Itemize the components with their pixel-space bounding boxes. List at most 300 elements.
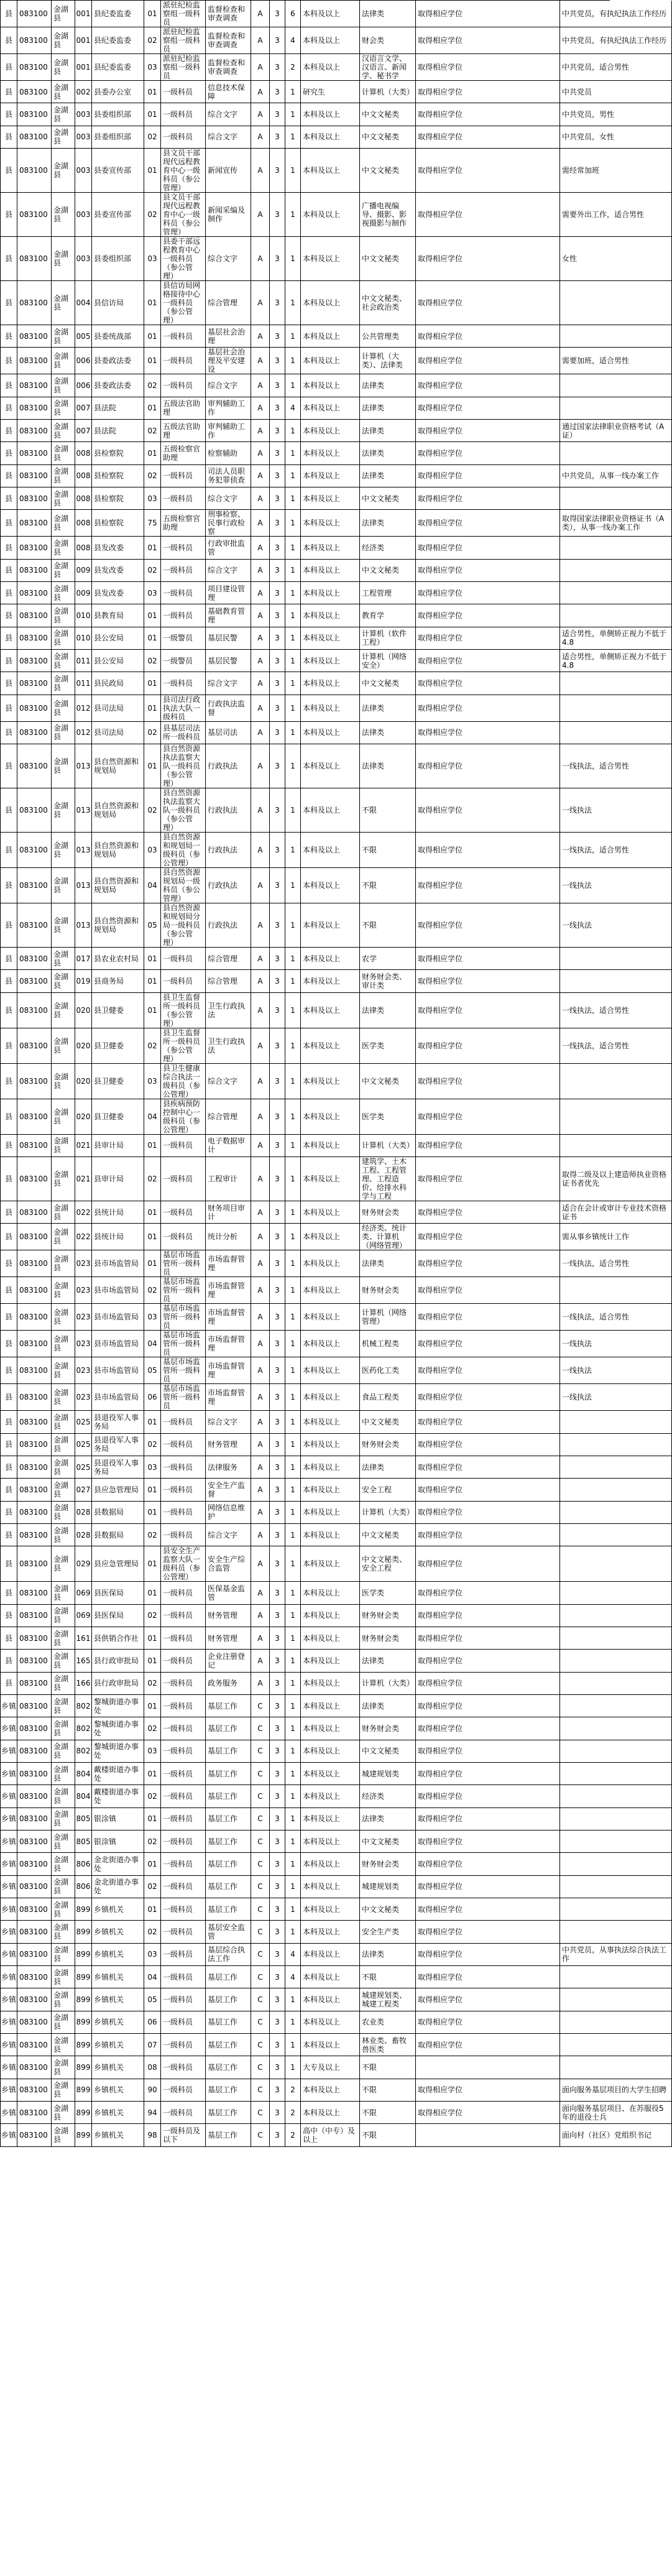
table-cell: 011	[75, 672, 92, 694]
table-cell: 本科及以上	[301, 1695, 360, 1717]
table-cell: 县	[0, 1673, 17, 1694]
table-cell: 公共管理类	[360, 325, 416, 347]
table-cell: 取得相应学位	[416, 1921, 560, 1942]
table-cell: 县	[0, 149, 17, 192]
table-cell: 1	[285, 1099, 301, 1134]
table-cell: 法律类	[360, 1456, 416, 1478]
table-cell: 刑事检察、民事行政检察	[206, 510, 251, 536]
table-cell: 一级科员	[161, 582, 206, 604]
table-cell	[560, 1064, 672, 1099]
table-row	[0, 788, 672, 833]
table-cell: 综合文字	[206, 560, 251, 581]
table-cell: 县公安局	[92, 627, 144, 649]
table-cell: 本科及以上	[301, 1627, 360, 1649]
table-cell: 023	[75, 1384, 92, 1410]
table-cell: 083100	[17, 27, 52, 53]
table-cell: 金湖县	[52, 1785, 75, 1807]
table-cell: A	[251, 54, 270, 80]
table-cell: 县	[0, 420, 17, 441]
table-cell: 01	[144, 397, 161, 419]
table-cell: 4	[285, 1944, 301, 1965]
table-cell: 取得相应学位	[416, 2034, 560, 2056]
table-cell: 中文文秘类	[360, 149, 416, 192]
table-cell: 金湖县	[52, 788, 75, 832]
table-row	[0, 1921, 672, 1943]
table-cell: 取得相应学位	[416, 1605, 560, 1627]
table-cell: 本科及以上	[301, 1064, 360, 1099]
table-cell: 中文文秘类	[360, 1740, 416, 1762]
table-cell: 2	[285, 2124, 301, 2146]
table-cell: 县公安局	[92, 650, 144, 672]
table-cell: 02	[144, 1876, 161, 1898]
table-cell: 1	[285, 325, 301, 347]
table-cell: 1	[285, 627, 301, 649]
table-cell: 899	[75, 1944, 92, 1965]
table-cell: 取得相应学位	[416, 1028, 560, 1063]
table-cell: 县自然资源和规划局	[92, 868, 144, 903]
table-row	[0, 993, 672, 1028]
table-cell: 01	[144, 993, 161, 1028]
table-cell: 取得相应学位	[416, 833, 560, 867]
table-cell: 市场监督管理	[206, 1384, 251, 1410]
table-cell: 县	[0, 1357, 17, 1383]
table-cell: A	[251, 1157, 270, 1201]
table-cell: 083100	[17, 1808, 52, 1830]
table-cell: 3	[270, 1605, 285, 1627]
table-cell: 083100	[17, 2056, 52, 2078]
table-cell: 乡镇	[0, 1898, 17, 1920]
table-cell: 银涂镇	[92, 1830, 144, 1852]
table-cell: 医药化工类	[360, 1357, 416, 1383]
table-cell: 取得相应学位	[416, 193, 560, 236]
table-cell: 899	[75, 2034, 92, 2056]
table-cell: 医学类	[360, 1099, 416, 1134]
table-cell: 财务项目审计	[206, 1201, 251, 1223]
table-cell	[560, 2034, 672, 2056]
table-row	[0, 1830, 672, 1853]
table-cell: 综合文字	[206, 672, 251, 694]
table-cell: 县自然资源和规划局分局一级科员（参公管理）	[161, 903, 206, 947]
table-cell: 3	[270, 1277, 285, 1303]
table-cell: 县纪委监委	[92, 27, 144, 53]
table-cell: 基层工作	[206, 1898, 251, 1920]
table-cell: 县行政审批局	[92, 1650, 144, 1671]
table-cell: 县退役军人事务局	[92, 1456, 144, 1478]
table-cell: 03	[144, 833, 161, 867]
table-cell: 01	[144, 627, 161, 649]
table-cell: 县自然资源执法监察大队一级科员（参公管理）	[161, 788, 206, 832]
table-cell: 04	[144, 1331, 161, 1357]
table-cell: 022	[75, 1224, 92, 1250]
table-cell: A	[251, 193, 270, 236]
table-cell: 一级科员及以下	[161, 2124, 206, 2146]
table-cell: 取得相应学位	[416, 1785, 560, 1807]
table-cell: 3	[270, 325, 285, 347]
table-cell: 一级科员	[161, 1695, 206, 1717]
table-cell: 信息技术保障	[206, 81, 251, 103]
table-cell: 3	[270, 1224, 285, 1250]
table-cell: 01	[144, 672, 161, 694]
table-cell: 行政执法	[206, 903, 251, 947]
table-cell: 取得相应学位	[416, 1135, 560, 1156]
table-cell: 基层工作	[206, 1695, 251, 1717]
table-cell: 县	[0, 103, 17, 125]
table-cell: 取得相应学位	[416, 1695, 560, 1717]
table-cell: 083100	[17, 1277, 52, 1303]
table-cell: 县审计局	[92, 1135, 144, 1156]
table-cell: 083100	[17, 1304, 52, 1330]
table-cell: 计算机（软件工程）	[360, 627, 416, 649]
table-cell: A	[251, 27, 270, 53]
table-cell: 县	[0, 1434, 17, 1456]
table-cell: 县自然资源规划局一级科员（参公管理）	[161, 868, 206, 903]
table-cell: 城建规划类、城建工程类	[360, 1988, 416, 2010]
table-cell: C	[251, 2034, 270, 2056]
table-cell: 028	[75, 1502, 92, 1523]
table-cell: A	[251, 1479, 270, 1500]
table-cell: A	[251, 993, 270, 1028]
table-cell: 计算机（大类）	[360, 1502, 416, 1523]
table-cell: 行政执法	[206, 833, 251, 867]
table-row	[0, 537, 672, 559]
table-cell: 3	[270, 1546, 285, 1581]
table-cell: 3	[270, 81, 285, 103]
table-cell: 05	[144, 1988, 161, 2010]
table-cell: C	[251, 1763, 270, 1784]
table-cell: 一级科员	[161, 1224, 206, 1250]
table-cell: 01	[144, 149, 161, 192]
table-cell: 083100	[17, 1502, 52, 1523]
table-cell: 法律类	[360, 465, 416, 487]
table-cell: 金湖县	[52, 1099, 75, 1134]
table-cell: 本科及以上	[301, 1785, 360, 1807]
table-cell: 财务管理	[206, 1434, 251, 1456]
table-cell: 取得相应学位	[416, 1304, 560, 1330]
table-cell: 中文文秘类	[360, 1411, 416, 1433]
table-cell: 县农业农村局	[92, 948, 144, 969]
table-cell: 3	[270, 1304, 285, 1330]
table-cell: 本科及以上	[301, 788, 360, 832]
table-cell: 本科及以上	[301, 1717, 360, 1739]
table-cell: 金湖县	[52, 1, 75, 27]
table-cell: 一级科员	[161, 1673, 206, 1694]
table-cell: 县司法局	[92, 722, 144, 744]
table-cell: 1	[285, 2011, 301, 2033]
table-cell: 金湖县	[52, 1277, 75, 1303]
table-cell: 023	[75, 1304, 92, 1330]
table-cell: 县委政法委	[92, 348, 144, 374]
table-cell: 3	[270, 2102, 285, 2123]
table-cell: 县	[0, 193, 17, 236]
table-cell: 县	[0, 348, 17, 374]
table-cell: 取得相应学位	[416, 537, 560, 558]
table-cell: 取得相应学位	[416, 1411, 560, 1433]
table-cell: 县	[0, 397, 17, 419]
table-cell: 金湖县	[52, 1331, 75, 1357]
table-cell: 取得相应学位	[416, 1, 560, 27]
table-cell: 不限	[360, 903, 416, 947]
table-cell: 取得相应学位	[416, 442, 560, 464]
table-cell: 县	[0, 1, 17, 27]
table-cell: 1	[285, 1627, 301, 1649]
table-cell: 基层综合执法工作	[206, 1944, 251, 1965]
table-cell: 县	[0, 281, 17, 325]
table-cell: 金湖县	[52, 537, 75, 558]
table-cell: 取得相应学位	[416, 374, 560, 396]
table-cell: 综合管理	[206, 970, 251, 992]
table-cell: 一级科员	[161, 604, 206, 626]
table-row	[0, 2102, 672, 2124]
table-cell: A	[251, 281, 270, 325]
table-cell: 01	[144, 1763, 161, 1784]
table-cell: 012	[75, 722, 92, 744]
table-cell: 本科及以上	[301, 1944, 360, 1965]
table-cell: 基层工作	[206, 1785, 251, 1807]
table-cell: 本科及以上	[301, 1, 360, 27]
table-cell: 基层工作	[206, 2011, 251, 2033]
table-cell: 金湖县	[52, 1740, 75, 1762]
table-cell: 本科及以上	[301, 1135, 360, 1156]
table-cell: 一级科员	[161, 1853, 206, 1875]
table-cell: A	[251, 442, 270, 464]
table-cell: 卫生行政执法	[206, 1028, 251, 1063]
table-cell: 县卫健委	[92, 1028, 144, 1063]
table-cell: 金湖县	[52, 1605, 75, 1627]
table-cell: 县	[0, 788, 17, 832]
table-cell: 食品工程类	[360, 1384, 416, 1410]
table-cell: A	[251, 1224, 270, 1250]
table-cell: 899	[75, 2056, 92, 2078]
table-cell: 025	[75, 1411, 92, 1433]
table-cell: 基层市场监管所一级科员	[161, 1384, 206, 1410]
table-cell: A	[251, 788, 270, 832]
table-cell: 3	[270, 1830, 285, 1852]
table-cell: 县委统战部	[92, 325, 144, 347]
table-cell: 金湖县	[52, 1434, 75, 1456]
table-cell: 金湖县	[52, 1673, 75, 1694]
table-cell: 取得相应学位	[416, 1502, 560, 1523]
table-cell: 3	[270, 1201, 285, 1223]
table-cell: 023	[75, 1357, 92, 1383]
table-cell: 县统计局	[92, 1201, 144, 1223]
table-cell: A	[251, 1099, 270, 1134]
table-cell: 083100	[17, 325, 52, 347]
table-row	[0, 149, 672, 193]
table-cell: 本科及以上	[301, 374, 360, 396]
table-cell: 本科及以上	[301, 695, 360, 721]
table-cell: 医学类	[360, 1028, 416, 1063]
table-cell: 3	[270, 27, 285, 53]
table-cell: 县	[0, 970, 17, 992]
table-cell: 025	[75, 1456, 92, 1478]
table-cell: 4	[285, 27, 301, 53]
table-row	[0, 1411, 672, 1433]
table-cell: 计算机（网络安全）	[360, 650, 416, 672]
table-cell	[560, 1524, 672, 1546]
table-cell: 金湖县	[52, 650, 75, 672]
table-cell: 02	[144, 193, 161, 236]
table-cell: 金湖县	[52, 1201, 75, 1223]
table-cell: 财务财会类	[360, 1277, 416, 1303]
table-cell: 02	[144, 27, 161, 53]
table-cell: 02	[144, 1717, 161, 1739]
table-cell: 1	[285, 1357, 301, 1383]
table-cell: 03	[144, 1944, 161, 1965]
table-cell: 3	[270, 2056, 285, 2078]
table-cell: 基层工作	[206, 2034, 251, 2056]
table-cell: 银涂镇	[92, 1808, 144, 1830]
table-cell: 乡镇	[0, 1740, 17, 1762]
table-row	[0, 1304, 672, 1331]
table-cell: 取得相应学位	[416, 348, 560, 374]
table-cell: 金湖县	[52, 193, 75, 236]
table-cell: 083100	[17, 1695, 52, 1717]
table-cell: 县	[0, 81, 17, 103]
table-cell: 县委组织部	[92, 103, 144, 125]
table-cell: 1	[285, 744, 301, 788]
table-cell: 一级科员	[161, 1650, 206, 1671]
table-cell: 一线执法	[560, 1384, 672, 1410]
table-cell: 本科及以上	[301, 397, 360, 419]
table-cell	[560, 1830, 672, 1852]
table-cell: 安全生产综合监管	[206, 1546, 251, 1581]
table-cell: A	[251, 604, 270, 626]
table-cell: 县商务局	[92, 970, 144, 992]
table-cell	[560, 1966, 672, 1988]
table-cell: 083100	[17, 1064, 52, 1099]
table-cell: 1	[285, 126, 301, 148]
table-cell: 01	[144, 744, 161, 788]
table-cell: 法律类	[360, 420, 416, 441]
table-cell: A	[251, 948, 270, 969]
table-cell: 161	[75, 1627, 92, 1649]
table-cell: 审判辅助工作	[206, 420, 251, 441]
table-cell: 不限	[360, 1966, 416, 1988]
table-cell: 乡镇机关	[92, 1944, 144, 1965]
table-cell: 面向村（社区）党组织书记	[560, 2124, 672, 2146]
table-cell: 金湖县	[52, 1064, 75, 1099]
table-cell: 本科及以上	[301, 1411, 360, 1433]
table-cell: 基层工作	[206, 1740, 251, 1762]
table-cell: 取得相应学位	[416, 281, 560, 325]
table-cell: 财务财会类	[360, 1853, 416, 1875]
table-cell: C	[251, 1830, 270, 1852]
table-cell: 3	[270, 868, 285, 903]
table-cell	[560, 695, 672, 721]
table-cell: 综合文字	[206, 237, 251, 280]
table-cell: 083100	[17, 1673, 52, 1694]
table-cell: 02	[144, 1673, 161, 1694]
table-cell: 1	[285, 788, 301, 832]
table-cell: 3	[270, 582, 285, 604]
table-cell: 02	[144, 560, 161, 581]
table-cell: 083100	[17, 1384, 52, 1410]
table-cell: A	[251, 420, 270, 441]
table-cell: 01	[144, 537, 161, 558]
table-cell: 法律类	[360, 397, 416, 419]
table-cell: 1	[285, 1524, 301, 1546]
table-cell: 02	[144, 722, 161, 744]
table-cell: 金湖县	[52, 582, 75, 604]
table-cell: 取得相应学位	[416, 1201, 560, 1223]
table-cell: 基层民警	[206, 627, 251, 649]
table-cell: 1	[285, 2034, 301, 2056]
table-cell: 023	[75, 1250, 92, 1276]
table-cell: 县	[0, 1250, 17, 1276]
table-cell: 023	[75, 1277, 92, 1303]
table-row	[0, 103, 672, 126]
table-cell: 1	[285, 1135, 301, 1156]
table-cell: 本科及以上	[301, 54, 360, 80]
table-cell: 本科及以上	[301, 672, 360, 694]
table-cell	[416, 2124, 560, 2146]
table-row	[0, 237, 672, 281]
table-cell: 03	[144, 582, 161, 604]
table-cell: 本科及以上	[301, 1830, 360, 1852]
table-cell: 1	[285, 1028, 301, 1063]
table-cell: 本科及以上	[301, 604, 360, 626]
table-cell: 02	[144, 1785, 161, 1807]
table-cell: 大专及以上	[301, 2056, 360, 2078]
table-cell: 本科及以上	[301, 537, 360, 558]
table-cell: 04	[144, 1966, 161, 1988]
table-cell: 取得相应学位	[416, 54, 560, 80]
table-cell: 一级科员	[161, 465, 206, 487]
table-cell: 6	[285, 1, 301, 27]
table-cell: 取得相应学位	[416, 1898, 560, 1920]
table-cell: 金湖县	[52, 970, 75, 992]
table-cell: 派驻纪检监察组一级科员	[161, 1, 206, 27]
table-cell: A	[251, 1605, 270, 1627]
table-cell: 069	[75, 1582, 92, 1604]
table-cell: 1	[285, 672, 301, 694]
table-cell	[560, 1695, 672, 1717]
table-cell: 黎城街道办事处	[92, 1740, 144, 1762]
table-cell: 一级科员	[161, 1830, 206, 1852]
table-cell: 083100	[17, 1224, 52, 1250]
table-cell: C	[251, 1785, 270, 1807]
table-cell: 本科及以上	[301, 1434, 360, 1456]
table-cell: 1	[285, 442, 301, 464]
table-cell: 基层工作	[206, 1808, 251, 1830]
table-cell: 县信访局	[92, 281, 144, 325]
table-cell: 一级科员	[161, 1785, 206, 1807]
table-cell: 城建规划类	[360, 1763, 416, 1784]
table-cell: 基层工作	[206, 1717, 251, 1739]
table-cell: 013	[75, 868, 92, 903]
table-cell: 计算机（大类）	[360, 81, 416, 103]
table-cell: 一级科员	[161, 1876, 206, 1898]
table-cell: 003	[75, 149, 92, 192]
table-cell: 一线执法，适合男性	[560, 744, 672, 788]
table-cell: 一级科员	[161, 1808, 206, 1830]
table-cell: 一级科员	[161, 1582, 206, 1604]
table-cell: 派驻纪检监察组一级科员	[161, 27, 206, 53]
table-cell	[560, 487, 672, 509]
table-cell: 一级科员	[161, 1921, 206, 1942]
table-cell: 1	[285, 1384, 301, 1410]
table-cell: 乡镇机关	[92, 1921, 144, 1942]
table-row	[0, 397, 672, 420]
table-cell: A	[251, 582, 270, 604]
table-row	[0, 1135, 672, 1157]
table-cell: 县	[0, 1546, 17, 1581]
table-row	[0, 627, 672, 650]
table-cell: 取得相应学位	[416, 1717, 560, 1739]
table-cell: 008	[75, 510, 92, 536]
table-cell: 县统计局	[92, 1224, 144, 1250]
table-cell: C	[251, 1695, 270, 1717]
